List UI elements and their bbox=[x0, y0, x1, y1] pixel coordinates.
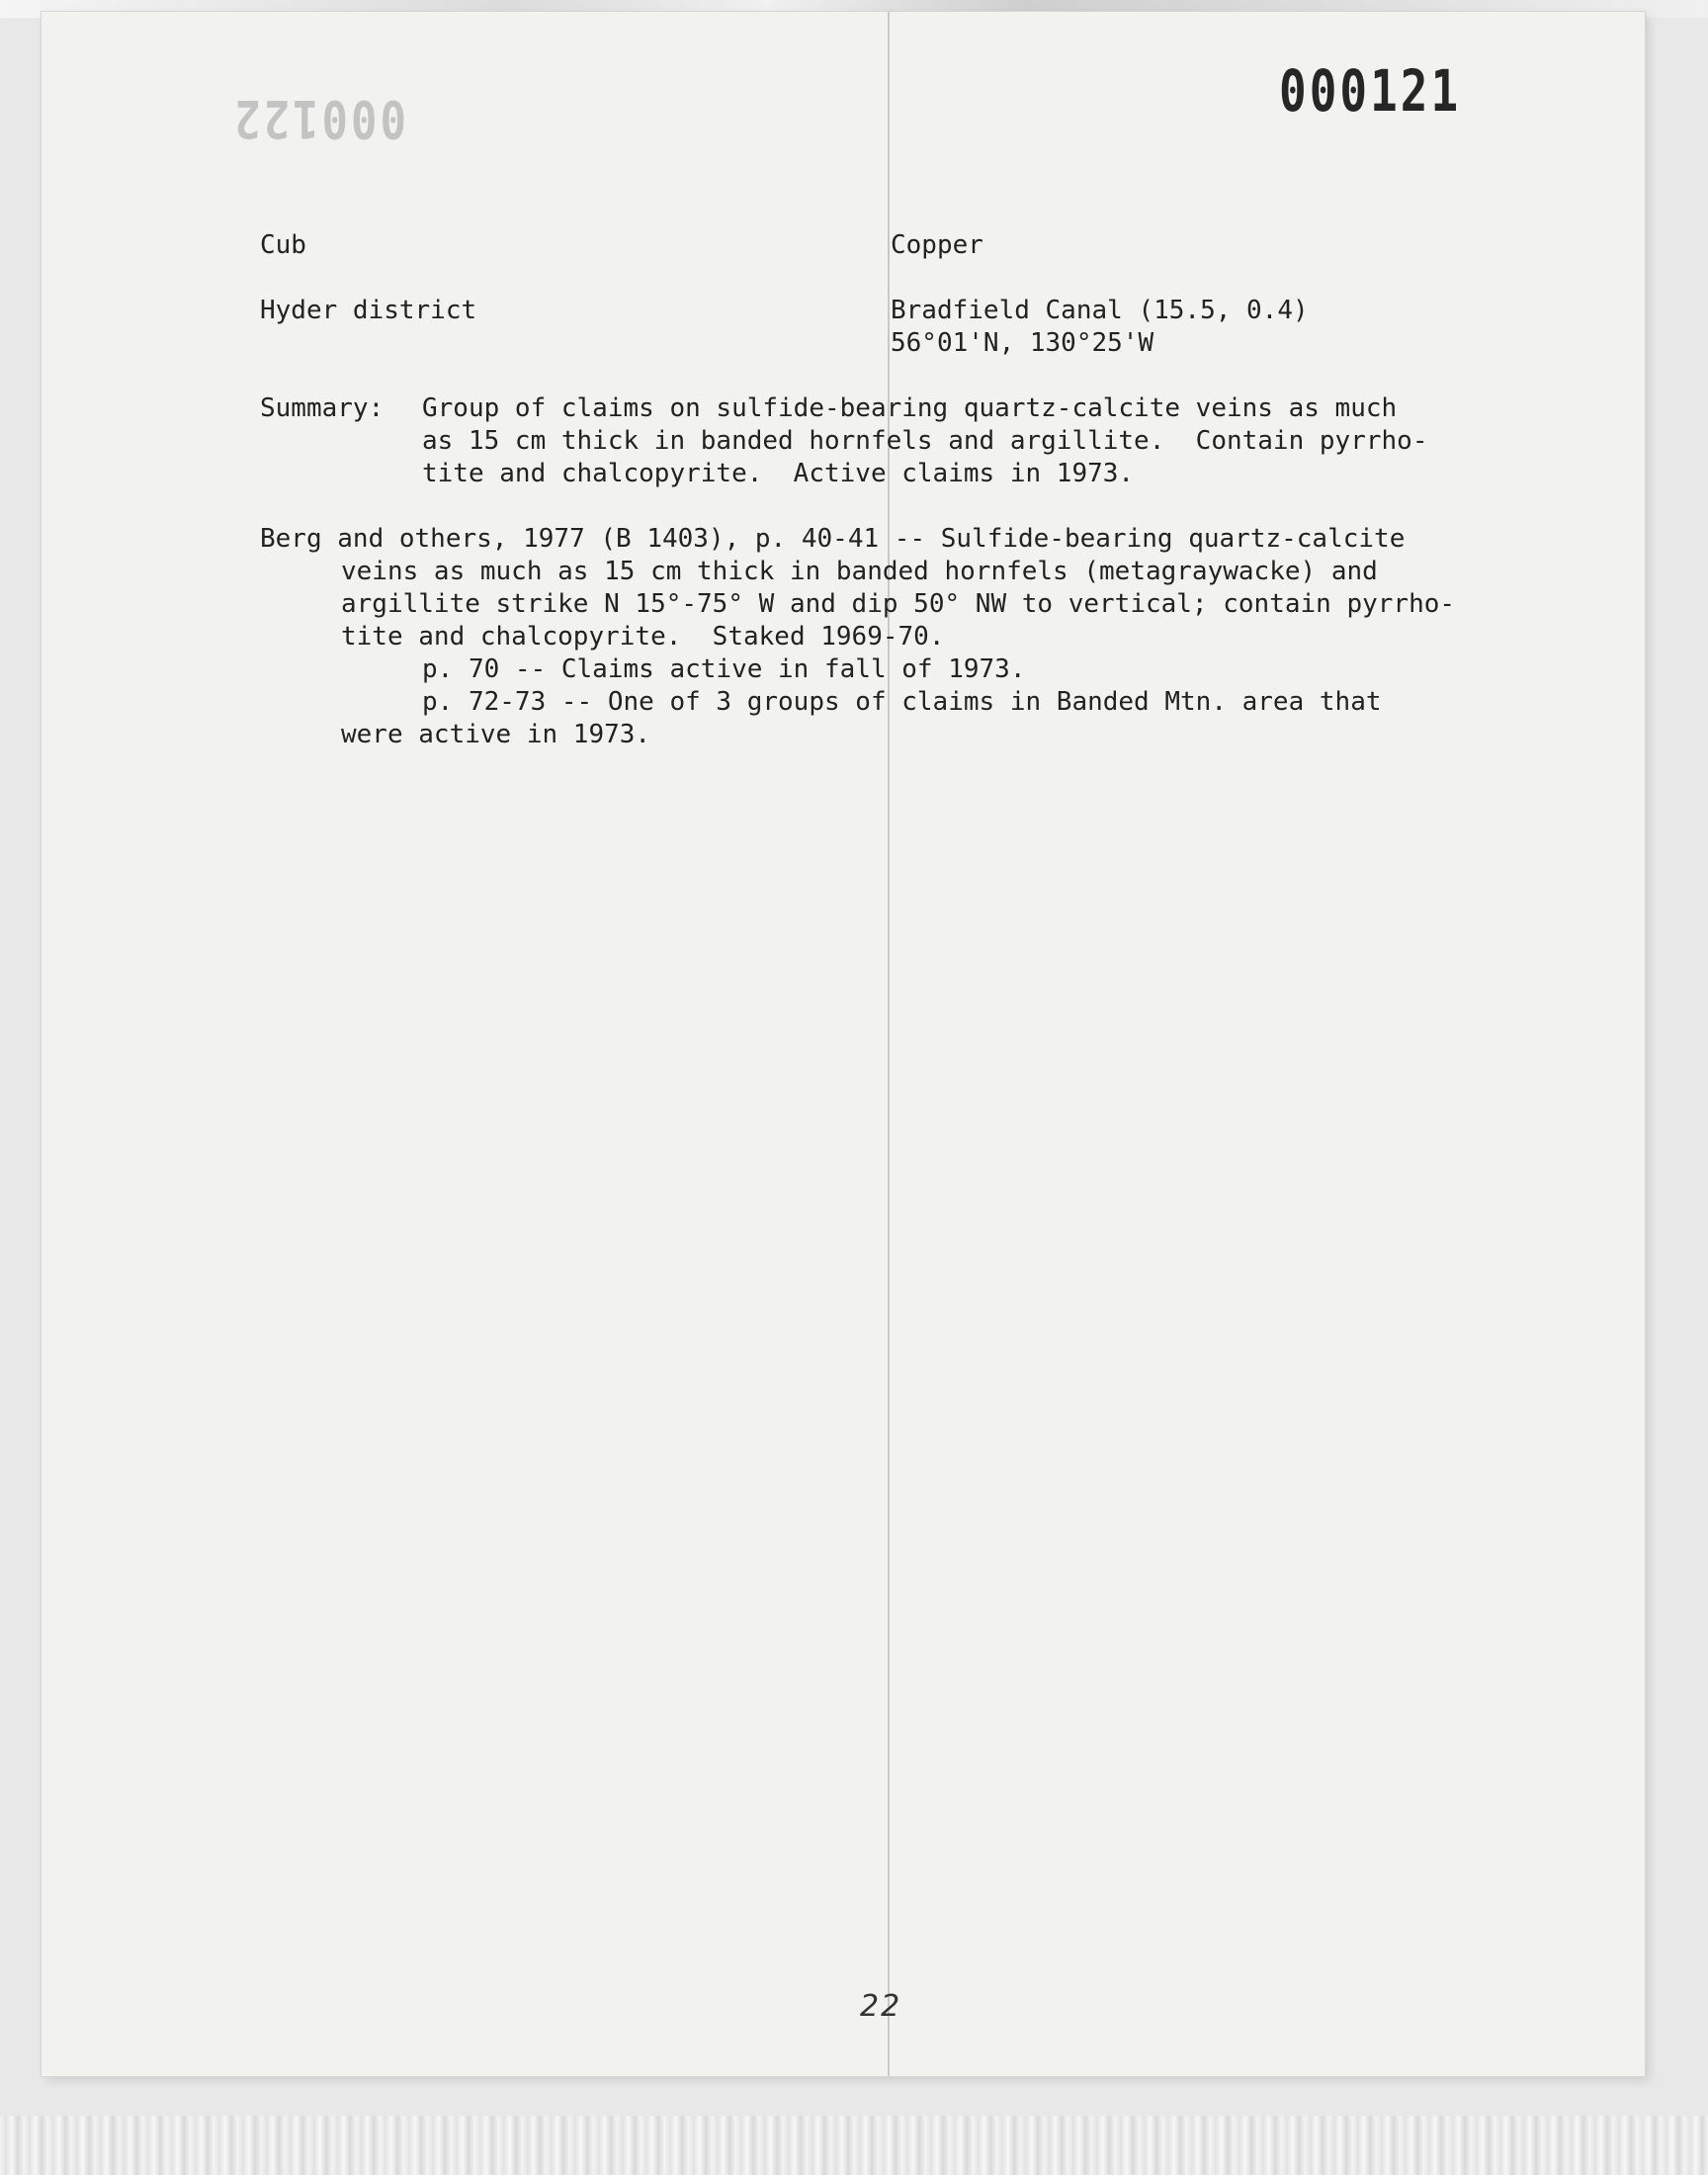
summary-label: Summary: bbox=[260, 393, 384, 423]
commodity: Copper bbox=[891, 230, 983, 260]
reference-line: p. 70 -- Claims active in fall of 1973. bbox=[422, 654, 1026, 684]
summary-line: tite and chalcopyrite. Active claims in 1973. bbox=[422, 459, 1135, 488]
quadrangle: Bradfield Canal (15.5, 0.4) bbox=[891, 296, 1309, 325]
page-fold-line bbox=[888, 12, 890, 2076]
reference-line: argillite strike N 15°-75° W and dip 50° NW to vertical; contain pyrrho- bbox=[341, 589, 1456, 619]
coordinates: 56°01'N, 130°25'W bbox=[891, 328, 1154, 358]
page-number: 22 bbox=[860, 1989, 902, 2024]
ghost-page-stamp: 000122 bbox=[231, 87, 406, 149]
summary-line: as 15 cm thick in banded hornfels and argillite. Contain pyrrho- bbox=[422, 426, 1428, 456]
district: Hyder district bbox=[260, 296, 477, 325]
page-stamp-number: 000121 bbox=[1279, 57, 1462, 125]
reference-line: were active in 1973. bbox=[341, 720, 651, 749]
deposit-name: Cub bbox=[260, 230, 306, 260]
reference-line: veins as much as 15 cm thick in banded hornfels (metagraywacke) and bbox=[341, 557, 1378, 586]
summary-line: Group of claims on sulfide-bearing quartz-calcite veins as much bbox=[422, 393, 1398, 423]
document-page bbox=[42, 12, 1645, 2076]
reference-line: p. 72-73 -- One of 3 groups of claims in Banded Mtn. area that bbox=[422, 687, 1382, 717]
reference-line: tite and chalcopyrite. Staked 1969-70. bbox=[341, 622, 945, 652]
scanner-edge-bottom bbox=[0, 2116, 1708, 2175]
reference-line: Berg and others, 1977 (B 1403), p. 40-41 -- Sulfide-bearing quartz-calcite bbox=[260, 524, 1406, 554]
